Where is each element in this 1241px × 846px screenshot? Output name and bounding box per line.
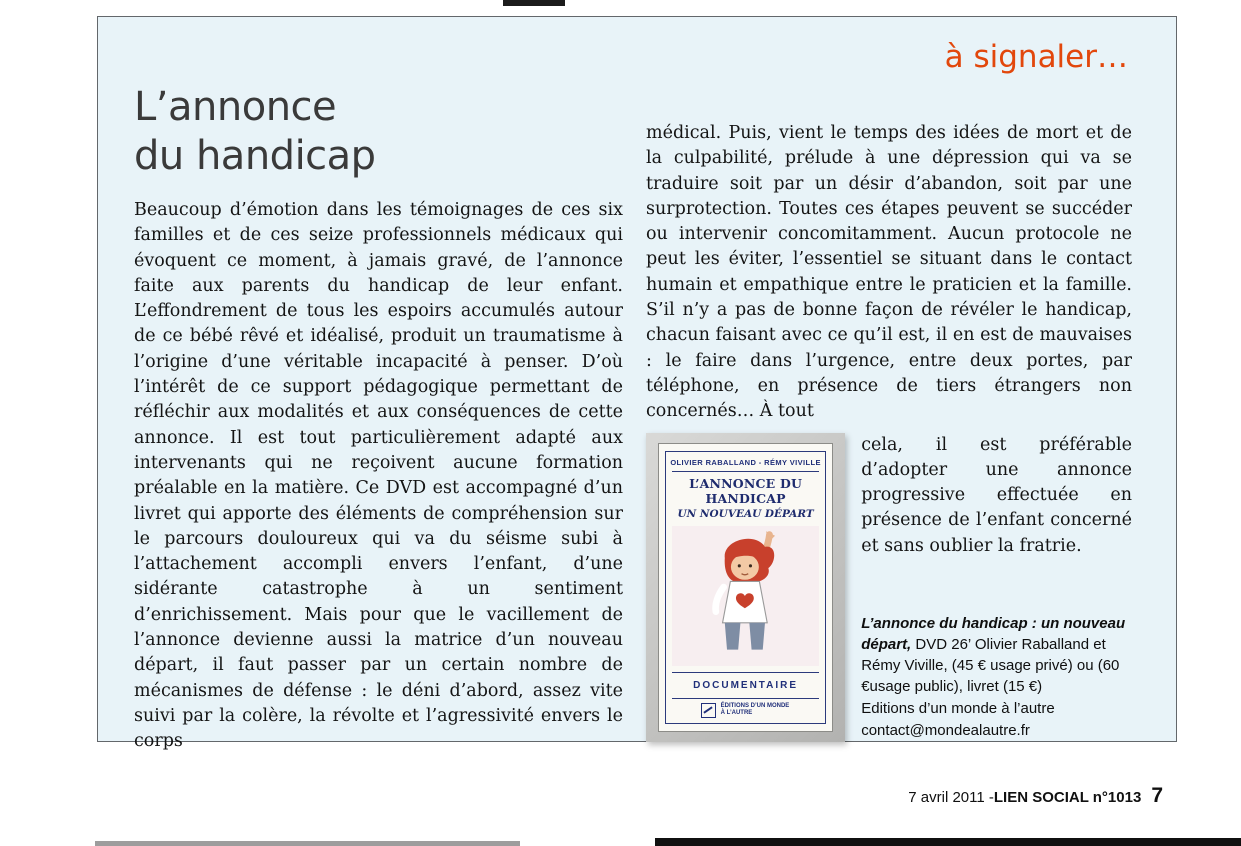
- footer-magazine-name: LIEN SOCIAL n°1013: [993, 789, 1142, 806]
- dvd-cover-card: [658, 443, 833, 732]
- media-row: [646, 433, 1132, 742]
- scan-artifact: [655, 838, 1241, 846]
- caption-publisher: Editions d’un monde à l’autre: [861, 700, 1055, 718]
- dvd-authors: OLIVIER RABALLAND - RÉMY VIVILLE: [670, 457, 821, 467]
- footer: [908, 784, 1163, 808]
- scan-artifact: [95, 841, 520, 846]
- article-title: [134, 83, 376, 181]
- publisher-name: ÉDITIONS D’UN MONDE À L’AUTRE: [720, 702, 790, 717]
- contact-email: contact@mondealautre.fr: [861, 722, 1030, 740]
- article-right-column: [646, 121, 1132, 742]
- caption-title: L’annonce du handicap : un nouveau départ,: [861, 615, 1126, 654]
- dvd-publisher: [670, 703, 821, 718]
- divider: [672, 698, 819, 699]
- dvd-cover: [646, 433, 845, 742]
- article-title-line1: L’annonce: [134, 84, 337, 130]
- footer-date: 7 avril 2011 -: [908, 789, 994, 806]
- page-number: 7: [1151, 784, 1163, 807]
- dvd-cover-illustration: [672, 526, 819, 666]
- right-column-paragraph: médical. Puis, vient le temps des idées de mort et de la culpabilité, prélude à une dépression qui va se traduire soit par un désir d’abandon, soit par une surprotection. Toutes ces étapes peuvent se succéder ou intervenir concomitamment. Aucun protocole ne peut les éviter, l’essentiel se situant dans le contact humain et empathique entre le praticien et la famille. S’il n’y a pas de bonne façon de révéler le handicap, chacun faisant avec ce qu’il est, il en est de mauvaises : le faire dans l’urgence, entre deux portes, par téléphone, en présence de tiers étrangers non concernés… À tout: [646, 123, 1132, 422]
- publisher-logo-icon: [701, 703, 716, 718]
- article-title-line2: du handicap: [134, 133, 376, 180]
- article-left-column: Beaucoup d’émotion dans les témoignages de ces six familles et de ces seize professionnels médicaux qui évoquent ce moment, à jamais gravé, de l’annonce faite aux parents du handicap de leur enfant. L’effondrement de tous les espoirs accumulés autour de ce bébé rêvé et idéalisé, produit un traumatisme à l’origine d’une véritable incapacité à penser. D’où l’intérêt de ce support pédagogique permettant de réfléchir aux modalités et aux conséquences de cette annonce. Il est tout particulièrement adapté aux intervenants qui ne reçoivent aucune formation préalable en la matière. Ce DVD est accompagné d’un livret qui apporte des éléments de compréhension sur le parcours douloureux qui va du séisme subi à l’attachement accompli envers l’enfant, d’une sidérante catastrophe à un sentiment d’enrichissement. Mais pour que le vacillement de l’annonce devienne aussi la matrice d’un nouveau départ, il faut passer par un certain nombre de mécanismes de défense : le déni d’abord, assez vite suivi par la colère, la révolte et l’agressivité envers le corps: [134, 200, 623, 752]
- caption-main: [861, 613, 1129, 697]
- dvd-genre-label: DOCUMENTAIRE: [693, 679, 799, 691]
- wrapped-paragraph: cela, il est préférable d’adopter une annonce progressive effectuée en présence de l’enfant concerné et sans oublier la fratrie.: [861, 434, 1132, 556]
- dvd-caption: [861, 613, 1129, 741]
- beside-cover-column: [861, 433, 1132, 742]
- dvd-title: L’ANNONCE DU HANDICAP: [689, 475, 803, 506]
- article-box: [97, 16, 1177, 752]
- divider: [672, 672, 819, 673]
- dvd-subtitle: UN NOUVEAU DÉPART: [677, 507, 814, 520]
- section-label: à signaler…: [944, 39, 1128, 75]
- scan-artifact: [503, 0, 565, 6]
- divider: [672, 471, 819, 472]
- caption-credits: DVD 26’ Olivier Raballand et Rémy Viville, (45 € usage privé) ou (60 €usage public), livret (15 €): [861, 636, 1120, 696]
